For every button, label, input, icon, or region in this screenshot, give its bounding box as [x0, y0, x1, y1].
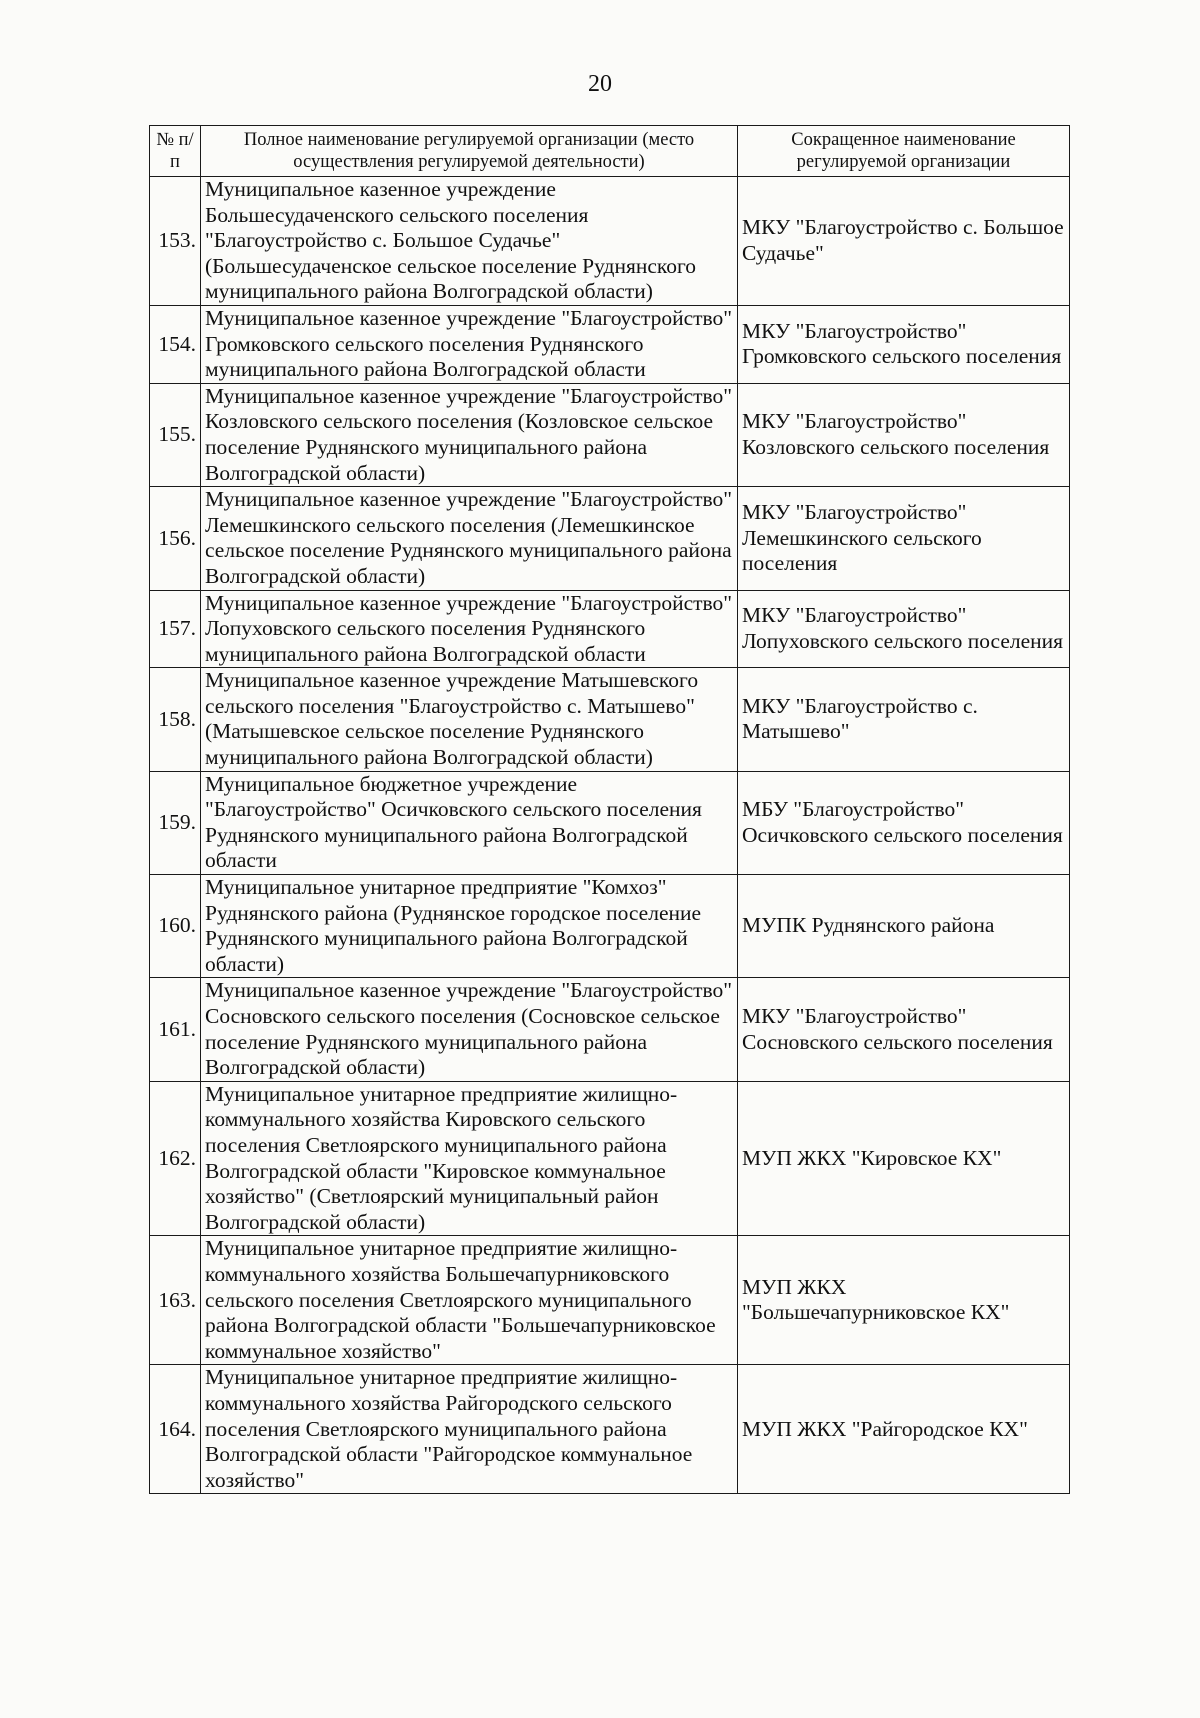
- row-number: 159.: [150, 771, 201, 874]
- table-row: [150, 978, 1070, 1081]
- row-full-name: Муниципальное казенное учреждение Большесудаченского сельского поселения "Благоустройство с. Большое Судачье" (Большесудаченское сельское поселение Руднянского муниципального района Волгоградской области): [201, 177, 738, 306]
- row-short-name: МКУ "Благоустройство" Громковского сельского поселения: [738, 305, 1070, 383]
- row-short-name: МКУ "Благоустройство" Козловского сельского поселения: [738, 383, 1070, 486]
- row-full-name: Муниципальное казенное учреждение "Благоустройство" Громковского сельского поселения Руднянского муниципального района Волгоградской области: [201, 305, 738, 383]
- row-number: 158.: [150, 668, 201, 771]
- header-full-name: Полное наименование регулируемой организации (место осуществления регулируемой деятельности): [201, 126, 738, 177]
- organizations-table: [149, 125, 1070, 1494]
- table-row: [150, 875, 1070, 978]
- row-short-name: МУПК Руднянского района: [738, 875, 1070, 978]
- row-short-name: МКУ "Благоустройство с. Матышево": [738, 668, 1070, 771]
- row-short-name: МКУ "Благоустройство" Лемешкинского сельского поселения: [738, 487, 1070, 590]
- table-row: [150, 383, 1070, 486]
- row-short-name: МУП ЖКХ "Райгородское КХ": [738, 1365, 1070, 1494]
- row-number: 161.: [150, 978, 201, 1081]
- table-row: [150, 590, 1070, 668]
- table-row: [150, 1236, 1070, 1365]
- row-full-name: Муниципальное казенное учреждение "Благоустройство" Сосновского сельского поселения (Сосновское сельское поселение Руднянского муниципального района Волгоградской области): [201, 978, 738, 1081]
- page-number: 20: [588, 71, 612, 97]
- table-row: [150, 305, 1070, 383]
- row-short-name: МКУ "Благоустройство с. Большое Судачье": [738, 177, 1070, 306]
- row-number: 153.: [150, 177, 201, 306]
- table-row: [150, 487, 1070, 590]
- row-full-name: Муниципальное унитарное предприятие жилищно-коммунального хозяйства Кировского сельского поселения Светлоярского муниципального района Волгоградской области "Кировское коммунальное хозяйство" (Светлоярский муниципальный район Волгоградской области): [201, 1081, 738, 1236]
- row-number: 155.: [150, 383, 201, 486]
- header-short-name: Сокращенное наименование регулируемой организации: [738, 126, 1070, 177]
- row-full-name: Муниципальное бюджетное учреждение "Благоустройство" Осичковского сельского поселения Руднянского муниципального района Волгоградской области: [201, 771, 738, 874]
- row-full-name: Муниципальное казенное учреждение "Благоустройство" Лемешкинского сельского поселения (Лемешкинское сельское поселение Руднянского муниципального района Волгоградской области): [201, 487, 738, 590]
- table-row: [150, 177, 1070, 306]
- row-number: 156.: [150, 487, 201, 590]
- row-full-name: Муниципальное унитарное предприятие жилищно-коммунального хозяйства Большечапурниковского сельского поселения Светлоярского муниципального района Волгоградской области "Большечапурниковское коммунальное хозяйство": [201, 1236, 738, 1365]
- row-short-name: МБУ "Благоустройство" Осичковского сельского поселения: [738, 771, 1070, 874]
- row-short-name: МКУ "Благоустройство" Сосновского сельского поселения: [738, 978, 1070, 1081]
- table-row: [150, 668, 1070, 771]
- row-short-name: МКУ "Благоустройство" Лопуховского сельского поселения: [738, 590, 1070, 668]
- row-number: 157.: [150, 590, 201, 668]
- row-full-name: Муниципальное унитарное предприятие "Комхоз" Руднянского района (Руднянское городское поселение Руднянского муниципального района Волгоградской области): [201, 875, 738, 978]
- row-full-name: Муниципальное казенное учреждение Матышевского сельского поселения "Благоустройство с. Матышево" (Матышевское сельское поселение Руднянского муниципального района Волгоградской области): [201, 668, 738, 771]
- row-short-name: МУП ЖКХ "Большечапурниковское КХ": [738, 1236, 1070, 1365]
- table-row: [150, 1365, 1070, 1494]
- table-row: [150, 771, 1070, 874]
- table-header-row: [150, 126, 1070, 177]
- row-number: 154.: [150, 305, 201, 383]
- row-full-name: Муниципальное казенное учреждение "Благоустройство" Козловского сельского поселения (Козловское сельское поселение Руднянского муниципального района Волгоградской области): [201, 383, 738, 486]
- row-full-name: Муниципальное унитарное предприятие жилищно-коммунального хозяйства Райгородского сельского поселения Светлоярского муниципального района Волгоградской области "Райгородское коммунальное хозяйство": [201, 1365, 738, 1494]
- row-number: 163.: [150, 1236, 201, 1365]
- table-row: [150, 1081, 1070, 1236]
- row-short-name: МУП ЖКХ "Кировское КХ": [738, 1081, 1070, 1236]
- row-number: 164.: [150, 1365, 201, 1494]
- row-full-name: Муниципальное казенное учреждение "Благоустройство" Лопуховского сельского поселения Руднянского муниципального района Волгоградской области: [201, 590, 738, 668]
- header-num: № п/п: [150, 126, 201, 177]
- row-number: 160.: [150, 875, 201, 978]
- row-number: 162.: [150, 1081, 201, 1236]
